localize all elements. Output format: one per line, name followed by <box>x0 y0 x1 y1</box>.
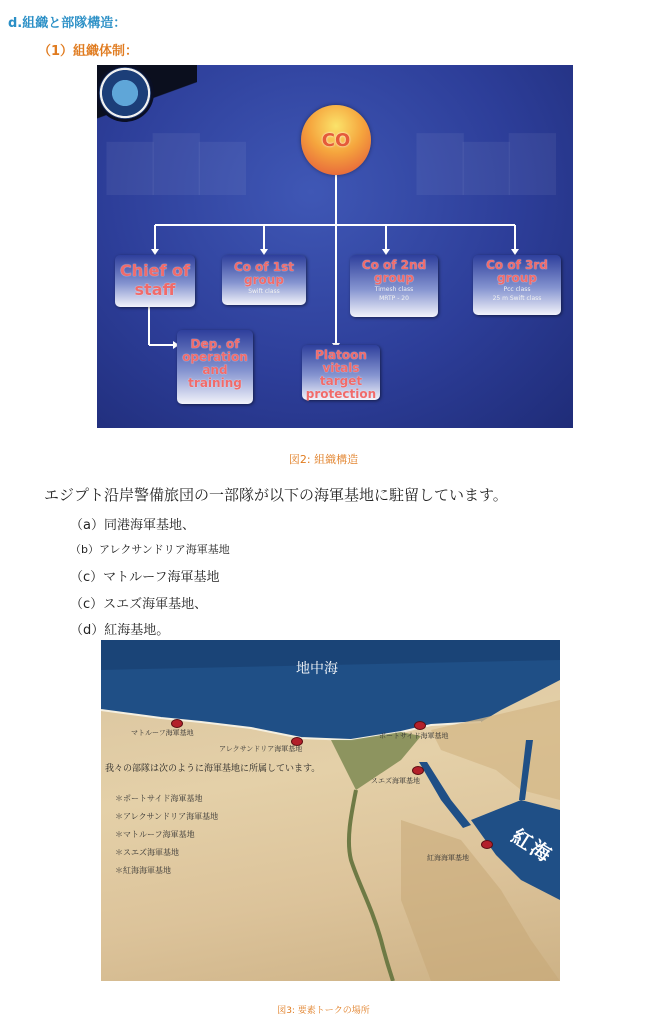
map-list-item-text: アレクサンドリア海軍基地 <box>123 812 219 821</box>
co-node <box>301 105 371 175</box>
platoon-node <box>302 345 380 400</box>
section-title: d.組織と部隊構造： <box>8 16 127 31</box>
port-said-base-marker <box>414 721 426 730</box>
group3-label: Co of 3rd group <box>486 258 548 285</box>
group2-detail-1: Timesh class <box>374 286 414 293</box>
group3-detail-1: Pcc class <box>503 286 531 293</box>
intro-paragraph: エジプト沿岸警備旅団の一部隊が以下の海軍基地に駐留しています。 <box>44 486 508 504</box>
map-list-item: ＊紅海海軍基地 <box>115 866 171 875</box>
port-said-base-label: ポートサイド海軍基地 <box>379 732 449 740</box>
co-label: CO <box>321 129 351 151</box>
group2-node <box>350 255 438 317</box>
subsection-title: （1）組織体制： <box>38 44 139 59</box>
group1-detail: Swift class <box>248 288 280 295</box>
dep-operation-label: Dep. of operation and training <box>182 337 248 390</box>
group3-node <box>473 255 561 315</box>
figure3-caption: 図3: 要素トークの場所 <box>277 1006 370 1016</box>
base-list-item: （c）スエズ海軍基地、 <box>70 597 208 612</box>
map-list-item-text: 紅海海軍基地 <box>123 866 171 875</box>
group3-detail-2: 25 m Swift class <box>492 295 542 302</box>
egypt-map-image <box>101 640 560 981</box>
base-list-item: （d）紅海基地。 <box>70 623 170 638</box>
map-list-item: ＊アレクサンドリア海軍基地 <box>115 812 219 821</box>
map-list-item-text: ポートサイド海軍基地 <box>123 794 203 803</box>
group1-label: Co of 1st group <box>233 260 295 287</box>
figure2-caption: 図2: 組織構造 <box>288 453 359 466</box>
watermark-decoration: ▆▇▆ <box>107 125 246 195</box>
base-list-item: （a）同港海軍基地、 <box>70 518 195 533</box>
group2-detail-2: MRTP - 20 <box>379 295 409 302</box>
map-list-item-text: マトルーフ海軍基地 <box>123 830 195 839</box>
group1-node <box>222 255 306 305</box>
base-list-item: （c）マトルーフ海軍基地 <box>70 570 220 585</box>
matruh-base-label: マトルーフ海軍基地 <box>131 729 194 737</box>
org-chart-image <box>97 65 573 428</box>
matruh-base-marker <box>171 719 183 728</box>
watermark-decoration: ▇▆▇ <box>417 125 556 195</box>
chief-of-staff-label: Chief of staff <box>120 261 190 299</box>
alexandria-base-label: アレクサンドリア海軍基地 <box>219 745 303 753</box>
base-list-item: （b）アレクサンドリア海軍基地 <box>70 543 230 556</box>
map-list-item-text: スエズ海軍基地 <box>123 848 179 857</box>
suez-base-marker <box>412 766 424 775</box>
mediterranean-sea-label: 地中海 <box>296 661 338 677</box>
red-sea-base-label: 紅海海軍基地 <box>427 854 469 862</box>
map-list-item: ＊スエズ海軍基地 <box>115 848 179 857</box>
platoon-label: Platoon vitals target protection <box>305 348 377 401</box>
dep-operation-node <box>177 330 253 404</box>
red-sea-base-marker <box>481 840 493 849</box>
suez-base-label: スエズ海軍基地 <box>371 777 420 785</box>
map-list-item: ＊マトルーフ海軍基地 <box>115 830 195 839</box>
group2-label: Co of 2nd group <box>361 258 427 285</box>
map-list-item: ＊ポートサイド海軍基地 <box>115 794 203 803</box>
map-note: 我々の部隊は次のように海軍基地に所属しています。 <box>105 764 321 774</box>
red-sea-label: 紅海 <box>507 823 558 868</box>
chief-of-staff-node <box>115 255 195 307</box>
